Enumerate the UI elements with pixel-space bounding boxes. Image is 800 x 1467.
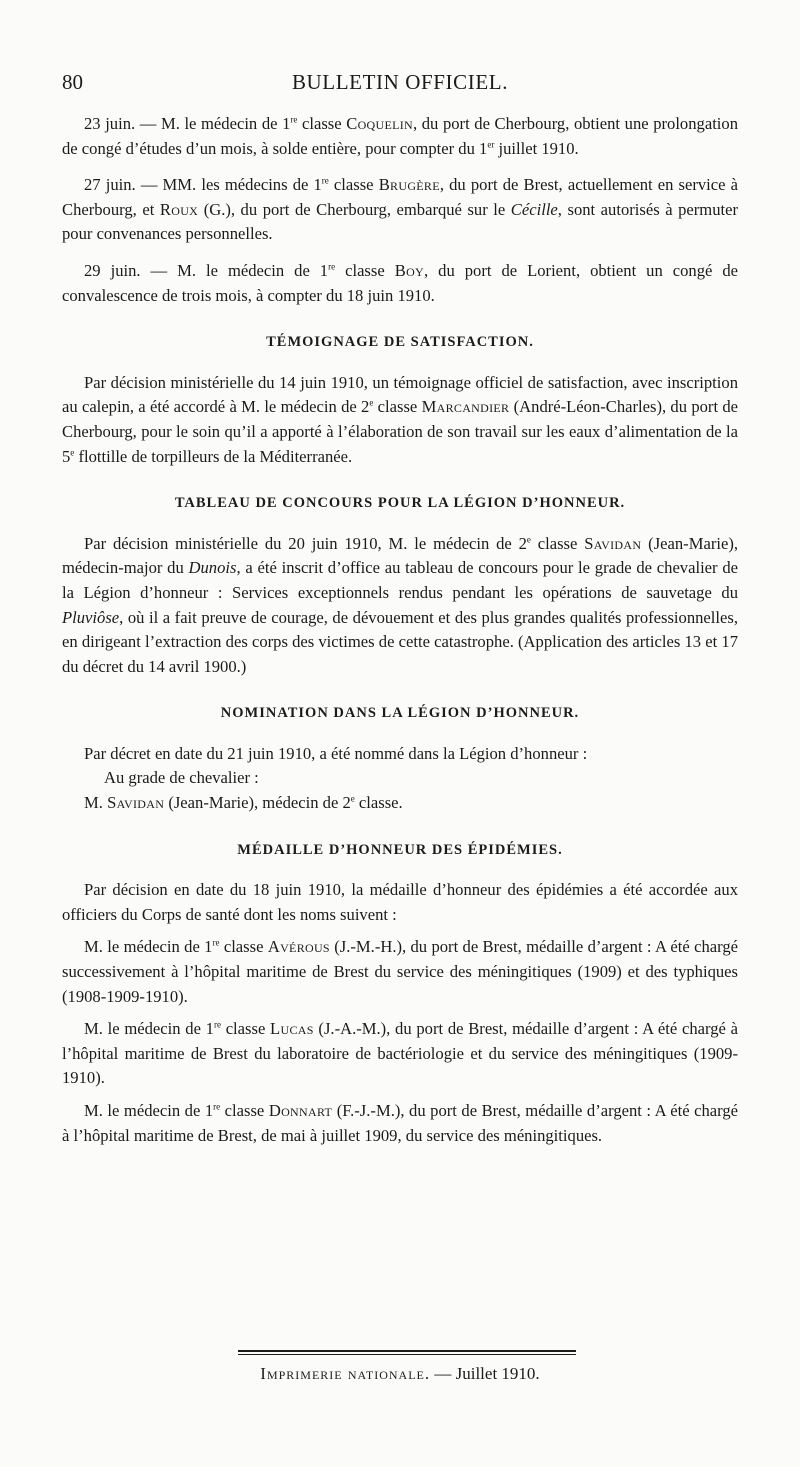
footer-rule: [238, 1350, 576, 1352]
page-body: [62, 112, 738, 1160]
officer-name: Lucas: [270, 1019, 314, 1039]
officer-name: Marcandier: [421, 397, 510, 417]
section-heading-tableau: TABLEAU DE CONCOURS POUR LA LÉGION D’HONNEUR.: [174, 495, 626, 512]
imprint: [62, 1364, 738, 1384]
officer-name: Savidan: [584, 533, 642, 553]
medal-entry-averous: M. le médecin de 1re classe Avérous (J.-M.-H.), du port de Brest, médaille d’argent : A été chargé successivement à l’hôpital maritime de Brest du service des méningitiques (1909) et des typhiques (1908-1909-1910).: [62, 937, 738, 1006]
entry-29-juin: 29 juin. — M. le médecin de 1re classe Boy, du port de Lorient, obtient un congé de convalescence de trois mois, à compter du 18 juin 1910.: [62, 260, 739, 305]
medal-entry-donnart: M. le médecin de 1re classe Donnart (F.-J.-M.), du port de Brest, médaille d’argent : A été chargé à l’hôpital maritime de Brest, de mai à juillet 1909, du service des méningitiques.: [62, 1101, 739, 1145]
nomination-officer: M. Savidan (Jean-Marie), médecin de 2e classe.: [84, 793, 403, 813]
page-header: [62, 66, 738, 102]
officer-name: Boy: [394, 260, 425, 280]
medaille-intro: Par décision en date du 18 juin 1910, la médaille d’honneur des épidémies a été accordée aux officiers du Corps de santé dont les noms suivent :: [62, 880, 738, 924]
officer-name: Savidan: [107, 793, 165, 813]
nomination-grade: Au grade de chevalier :: [104, 768, 259, 788]
medal-entry-lucas: M. le médecin de 1re classe Lucas (J.-A.-M.), du port de Brest, médaille d’argent : A été chargé à l’hôpital maritime de Brest du laboratoire de bactériologie et du service des méningitiques (1909-1910).: [62, 1019, 738, 1088]
entry-23-juin: 23 juin. — M. le médecin de 1re classe Coquelin, du port de Cherbourg, obtient une prolongation de congé d’études d’un mois, à solde entière, pour compter du 1er juillet 1910.: [62, 114, 739, 158]
ship-name: Dunois: [188, 558, 237, 578]
page-number: 80: [62, 70, 83, 94]
entry-27-juin: 27 juin. — MM. les médecins de 1re classe Brugère, du port de Brest, actuellement en service à Cherbourg, et Roux (G.), du port de Cherbourg, embarqué sur le Cécille, sont autorisés à permuter pour convenances personnelles.: [62, 175, 739, 244]
section-heading-medaille: MÉDAILLE D’HONNEUR DES ÉPIDÉMIES.: [237, 841, 563, 858]
officer-name: Avérous: [267, 937, 330, 957]
section-heading-nomination: NOMINATION DANS LA LÉGION D’HONNEUR.: [220, 705, 580, 722]
ship-name: Cécille: [510, 199, 558, 219]
officer-name: Donnart: [268, 1101, 333, 1120]
imprint-label: Imprimerie nationale.: [260, 1364, 431, 1383]
section-heading-satisfaction: TÉMOIGNAGE DE SATISFACTION.: [266, 334, 534, 351]
footer-rule-thin: [238, 1354, 576, 1355]
ship-name: Pluviôse: [62, 607, 120, 627]
officer-name: Brugère: [378, 175, 440, 195]
tableau-paragraph: Par décision ministérielle du 20 juin 1910, M. le médecin de 2e classe Savidan (Jean-Marie), médecin-major du Dunois, a été inscrit d’office au tableau de concours pour le grade de chevalier de la Légion d’honneur : Services exceptionnels rendus pendant les opérations de sauvetage du Pluviôse, où il a fait preuve de courage, de dévouement et des plus grandes qualités professionnelles, en dirigeant l’extraction des corps des victimes de cette catastrophe. (Application des articles 13 et 17 du décret du 14 avril 1900.): [62, 533, 738, 676]
imprint-date: — Juillet 1910.: [434, 1364, 540, 1383]
running-title: BULLETIN OFFICIEL.: [291, 70, 509, 94]
officer-name: Coquelin: [346, 114, 414, 133]
officer-name: Roux: [159, 199, 199, 219]
satisfaction-paragraph: Par décision ministérielle du 14 juin 1910, un témoignage officiel de satisfaction, avec inscription au calepin, a été accordé à M. le médecin de 2e classe Marcandier (André-Léon-Charles), du port de Cherbourg, pour le soin qu’il a apporté à l’élaboration de son travail sur les eaux d’alimentation de la 5e flottille de torpilleurs de la Méditerranée.: [62, 372, 739, 466]
nomination-paragraph: Par décret en date du 21 juin 1910, a été nommé dans la Légion d’honneur :: [84, 743, 588, 763]
